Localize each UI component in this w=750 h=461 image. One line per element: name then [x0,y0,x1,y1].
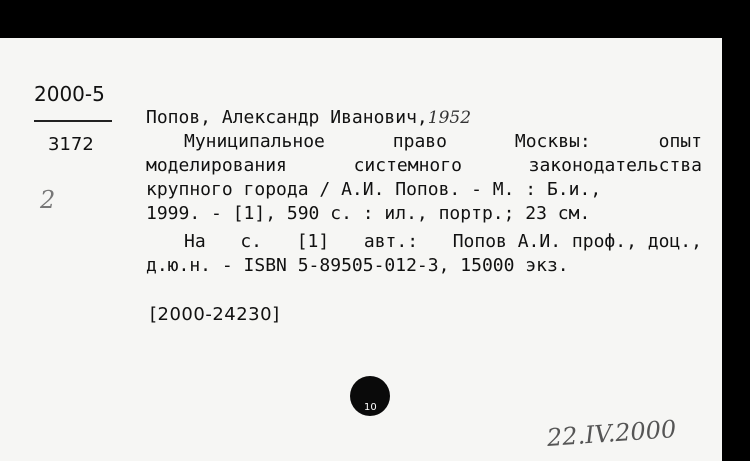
note-word: авт.: [363,231,419,252]
author-name: Попов, Александр Иванович, [146,107,428,128]
title-line-3: крупного города / А.И. Попов. - М. : Б.и., [146,179,602,200]
title-line-1 [184,130,702,154]
title-word: опыт [658,131,702,152]
author-line [146,106,471,130]
shelf-code: 2000-5 [34,82,105,106]
hole-mark: 10 [364,402,377,413]
author-handwritten-year: 1952 [427,108,472,128]
note-word: Попов А.И. проф., доц., [452,231,702,252]
scanner-border-top [0,0,750,38]
note-line-2: д.ю.н. - ISBN 5-89505-012-3, 15000 экз. [146,255,569,276]
card-number: 3172 [48,134,94,155]
note-line-1 [184,230,702,254]
title-word: моделирования [146,155,287,176]
scanner-border-right [722,0,750,461]
title-word: Москвы: [514,131,591,152]
note-word: с. [240,231,263,252]
bottom-handwriting: 22.IV.2000 [546,414,678,452]
registration-number: [2000-24230] [150,304,280,325]
title-word: Муниципальное [184,131,325,152]
title-line-2 [146,154,702,178]
title-word: право [392,131,447,152]
note-word: На [184,231,206,252]
note-word: [1] [296,231,330,252]
margin-handwriting: 2 [40,186,56,214]
divider-line [34,120,112,122]
title-word: системного [353,155,462,176]
title-line-4: 1999. - [1], 590 с. : ил., портр.; 23 см. [146,203,591,224]
title-word: законодательства [528,155,702,176]
